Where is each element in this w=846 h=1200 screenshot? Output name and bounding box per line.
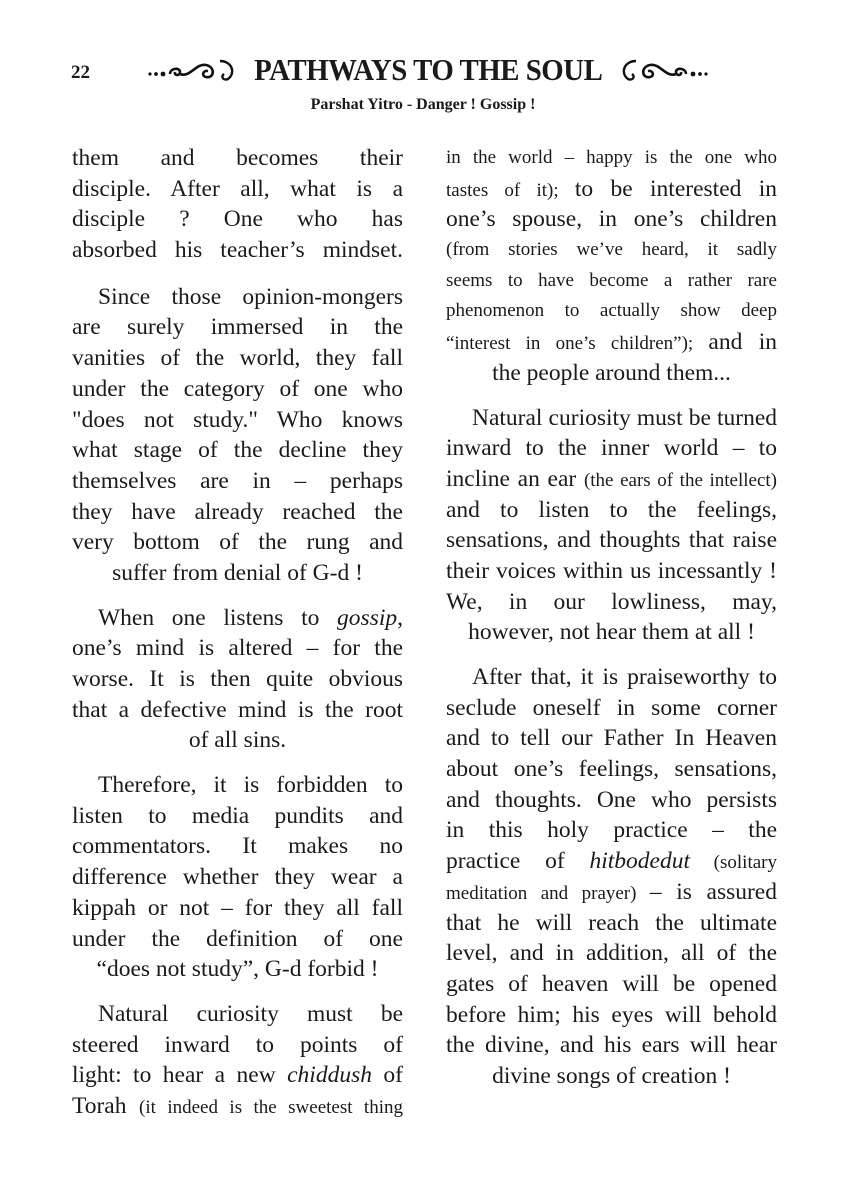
text-run: of [371,1062,404,1089]
text-run: – is assured [649,878,777,905]
text-line: in the world – happy is the one who [446,147,777,168]
text-line: that a defective mind is the root [72,696,403,723]
text-run: to be interested in [574,175,778,202]
text-line: phenomenon to actually show deep [446,300,777,322]
italic-term: gossip [337,604,398,631]
text-run: incline an ear [446,465,584,492]
parenthetical-text: (solitary [690,852,777,874]
text-line: Therefore, it is forbidden to [98,772,403,799]
text-line: one’s mind is altered – for the [72,635,403,662]
paragraph [72,999,403,1122]
text-line: under the definition of one [72,925,403,952]
italic-term: hitbodedut [589,848,691,875]
text-line: that he will reach the ultimate [446,909,777,936]
text-line: Natural curiosity must be [98,1000,403,1027]
text-line: and to listen to the feelings, [446,496,777,523]
text-line [446,877,777,908]
text-line [446,846,777,877]
text-line: We, in our lowliness, may, [446,588,777,615]
book-title: PATHWAYS TO THE SOUL [253,52,603,87]
text-line: of all sins. [188,727,287,754]
text-line: Since those opinion-mongers [98,283,403,310]
parenthetical-text: tastes of it); [446,179,575,201]
text-run: light: to hear a new [72,1062,288,1089]
text-line [72,1060,403,1091]
text-line: gates of heaven will be opened [446,970,777,997]
paragraph [72,770,403,985]
text-line: before him; his eyes will behold [446,1001,777,1028]
text-line: the divine, and his ears will hear [446,1032,777,1059]
text-line [446,464,777,495]
parenthetical-text: meditation and prayer) [446,882,650,904]
italic-term: chiddush [287,1062,372,1089]
text-line: disciple ? One who has [72,206,403,233]
paragraph [446,403,777,649]
text-line: level, and in addition, all of the [446,940,777,967]
text-line: themselves are in – perhaps [72,467,403,494]
text-line: disciple. After all, what is a [72,175,403,202]
paragraph [72,282,403,589]
text-line: their voices within us incessantly ! [446,557,777,584]
text-line: one’s spouse, in one’s children [446,206,777,233]
text-line: listen to media pundits and [72,802,403,829]
text-line: absorbed his teacher’s mindset. [72,237,403,264]
text-run: practice of [446,848,590,875]
text-line: commentators. It makes no [72,833,403,860]
paragraph [446,662,777,1092]
text-line: suffer from denial of G-d ! [112,559,363,586]
parenthetical-text: (the ears of the intellect) [583,469,777,491]
text-line: about one’s feelings, sensations, [446,756,777,783]
right-column [446,143,777,1092]
text-line: seclude oneself in some corner [446,694,777,721]
text-line: vanities of the world, they fall [72,345,403,372]
text-line: After that, it is praiseworthy to [472,664,777,690]
text-line: them and becomes their [72,145,403,171]
text-run: When one listens to [98,604,338,631]
text-line [72,1091,403,1122]
text-line: sensations, and thoughts that raise [446,527,777,554]
text-line: in this holy practice – the [446,817,777,844]
text-line: steered inward to points of [72,1031,403,1058]
text-line: "does not study." Who knows [72,406,403,433]
left-flourish-ornament-icon [146,57,238,83]
text-line: inward to the inner world – to [446,435,777,462]
text-line: very bottom of the rung and [72,529,403,556]
text-line: Natural curiosity must be turned [472,404,777,431]
text-line [72,603,403,634]
text-run: , [397,604,403,631]
text-line: they have already reached the [72,498,403,525]
page-number: 22 [71,62,90,83]
text-line: worse. It is then quite obvious [72,666,403,692]
paragraph [72,603,403,756]
text-line: the people around them... [492,359,731,386]
text-line [446,327,777,358]
text-line [446,174,777,205]
text-line: divine songs of creation ! [492,1062,731,1089]
left-column [72,143,403,1122]
text-line: what stage of the decline they [72,437,403,464]
text-run: Torah [72,1092,140,1119]
paragraph [446,143,777,389]
text-line: however, not hear them at all ! [468,619,755,646]
text-line: “does not study”, G-d forbid ! [96,956,379,983]
parenthetical-text: (it indeed is the sweetest thing [139,1096,403,1118]
right-flourish-ornament-icon [618,57,710,83]
text-line: kippah or not – for they all fall [72,894,403,921]
chapter-subtitle: Parshat Yitro - Danger ! Gossip ! [310,96,536,113]
text-line: difference whether they wear a [72,864,403,891]
text-line: and to tell our Father In Heaven [446,725,777,752]
text-line: (from stories we’ve heard, it sadly [446,239,777,261]
text-run: and in [708,329,777,356]
parenthetical-text: “interest in one’s children”); [446,333,709,355]
paragraph [72,143,403,266]
text-line: under the category of one who [72,375,403,402]
text-line: seems to have become a rather rare [446,269,777,291]
running-head [128,50,728,90]
text-line: are surely immersed in the [72,314,403,341]
text-line: and thoughts. One who persists [446,786,777,813]
